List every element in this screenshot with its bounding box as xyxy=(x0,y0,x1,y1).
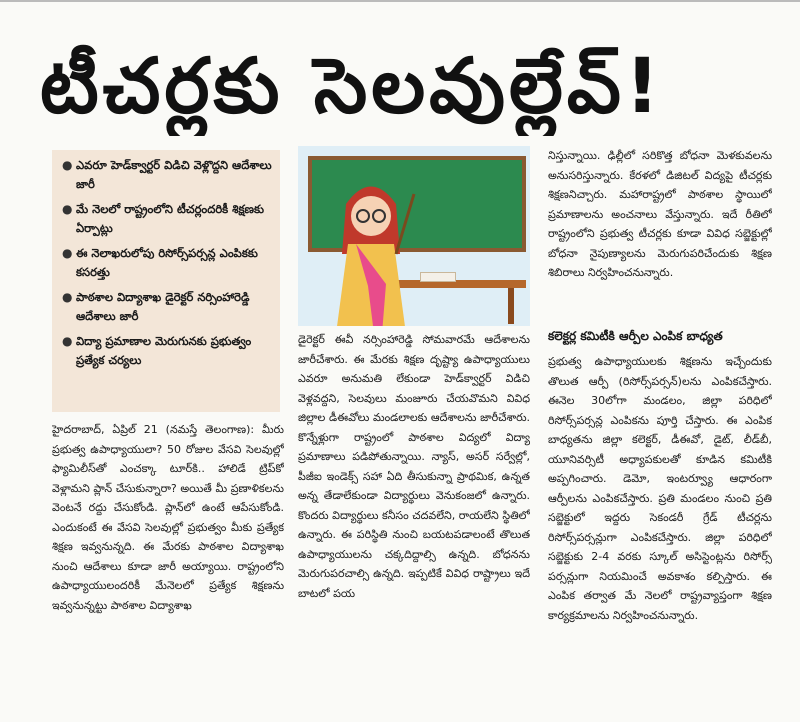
teacher-illustration xyxy=(298,146,530,326)
bullet-icon: ● xyxy=(62,202,73,216)
desk-leg xyxy=(508,288,514,324)
article-column-1: హైదరాబాద్, ఏప్రిల్ 21 (నమస్తే తెలంగాణ): మీరు ప్రభుత్వ ఉపాధ్యాయులా? 50 రోజుల వేసవి సెలవుల్లో ఫ్యామిలీస్‌తో ఎంచక్కా టూర్‌కి.. హాలిడే ట్రిప్‌కో వెళ్లామని ప్లాన్ చేసుకున్నారా? అయితే మీ ప్రణాళికలను వెంటనే రద్దు చేసుకోండి. ప్లాన్‌లో ఉంటే ఆపేసుకోండి. ఎందుకంటే ఈ వేసవి సెలవుల్లో ప్రభుత్వం మీకు ప్రత్యేక శిక్షణ ఇవ్వనున్నది. ఈ మేరకు పాఠశాల విద్యాశాఖ నుంచి ఆదేశాలు కూడా జారీ అయ్యాయి. రాష్ట్రంలోని ఉపాధ్యాయులందరికీ మేనెలలో ప్రత్యేక శిక్షణను ఇవ్వనున్నట్టు పాఠశాల విద్యాశాఖ xyxy=(52,423,284,612)
highlights-box xyxy=(52,150,280,412)
highlight-item: ● పాఠశాల విద్యాశాఖ డైరెక్టర్ నర్సింహారెడ్డి ఆదేశాలు జారీ xyxy=(62,288,272,326)
subheading: కలెక్టర్ల కమిటీకి ఆర్పీల ఎంపిక బాధ్యత xyxy=(548,329,723,343)
article-column-3-top: నిస్తున్నాయి. ఢిల్లీలో సరికొత్త బోధనా మెళకువలను అనుసరిస్తున్నారు. కేరళలో డిజిటల్ విద్యపై టీచర్లకు శిక్షణనిచ్చారు. మహారాష్ట్రలో పాఠశాల స్థాయిలో ప్రమాణాలను అంచనాలు వేస్తున్నారు. ఇదే రీతిలో రాష్ట్రంలోని ప్రభుత్వ టీచర్లకు కూడా వివిధ సబ్జెక్టుల్లో బోధనా నైపుణ్యాలను మెరుగుపరిచేందుకు శిక్షణ శిబిరాలు నిర్వహించనున్నారు. xyxy=(548,149,772,279)
highlight-item: ● ఎవరూ హెడ్‌క్వార్టర్ విడిచి వెళ్లొద్దని ఆదేశాలు జారీ xyxy=(62,156,272,194)
highlight-item: ● మే నెలలో రాష్ట్రంలోని టీచర్లందరికీ శిక్షణకు ఏర్పాట్లు xyxy=(62,200,272,238)
headline: టీచర్లకు సెలవుల్లేవ్! xyxy=(40,41,664,130)
book-icon xyxy=(420,272,456,282)
teacher-icon xyxy=(326,174,416,326)
bullet-icon: ● xyxy=(62,246,73,260)
bullet-icon: ● xyxy=(62,158,73,172)
article-column-2: డైరెక్టర్ ఈవీ నర్సింహారెడ్డి సోమవారమే ఆదేశాలను జారీచేశారు. ఈ మేరకు శిక్షణ దృష్ట్యా ఉపాధ్యాయులు ఎవరూ అనుమతి లేకుండా హెడ్‌క్వార్టర్ విడిచి వెళ్లవద్దని, సెలవులు మంజూరు చేయవొమని వివిధ జిల్లాల డీఈవోలు మండలాలకు ఆదేశాలను జారీచేశారు. కొన్నేళ్లుగా రాష్ట్రంలో పాఠశాల విద్యలో విద్యా ప్రమాణాలు పడిపోతున్నాయి. న్యాస్, అసర్ సర్వేల్లో, పీజీఐ ఇండెక్స్ సహా ఏది తీసుకున్నా ప్రాథమిక, ఉన్నత అన్న తేడాలేకుండా విద్యార్థులు వెనుకంజలో ఉన్నారు. కొందరు విద్యార్థులు కనీసం చదవలేని, రాయలేని స్థితిలో ఉన్నారు. ఈ పరిస్థితి నుంచి బయటపడాలంటే తొలుత ఉపాధ్యాయులను చక్కదిద్దాల్సి ఉన్నది. బోధనను మెరుగుపరచాల్సి ఉన్నది. ఇప్పటికే వివిధ రాష్ట్రాలు ఇదే బాటలో పయ xyxy=(298,333,530,600)
bullet-icon: ● xyxy=(62,290,73,304)
bullet-icon: ● xyxy=(62,334,73,348)
highlight-item: ● విద్యా ప్రమాణాల మెరుగునకు ప్రభుత్వం ప్రత్యేక చర్యలు xyxy=(62,332,272,370)
highlight-item: ● ఈ నెలాఖరులోపు రిసోర్స్‌పర్సన్ల ఎంపికకు కసరత్తు xyxy=(62,244,272,282)
top-rule xyxy=(0,0,800,2)
article-column-3-bottom: ప్రభుత్వ ఉపాధ్యాయులకు శిక్షణను ఇచ్చేందుకు తొలుత ఆర్పీ (రిసోర్స్‌పర్సన్)లను ఎంపికచేస్తారు. ఈనెల 30లోగా మండలం, జిల్లా పరిధిలో రిసోర్స్‌పర్సన్ల ఎంపికను పూర్తి చేస్తారు. ఈ ఎంపిక బాధ్యతను జిల్లా కలెక్టర్, డీఈవో, డైట్, లీడ్‌బీ, యూనివర్సిటీ అధ్యాపకులతో కూడిన కమిటీకి అప్పగించారు. డెమో, ఇంటర్వ్యూ ఆధారంగా ఆర్పీలను ఎంపికచేస్తారు. ప్రతి మండలం నుంచి ప్రతి సబ్జెక్టులో ఇద్దరు సెకండరీ గ్రేడ్ టీచర్లను రిసోర్స్‌పర్సన్లుగా ఎంపికచేస్తారు. జిల్లా పరిధిలో సబ్జెక్టుకు 2-4 వరకు స్కూల్ అసిస్టెంట్లను రిసోర్స్ పర్సన్లుగా నియమించే అవకాశం కల్పిస్తారు. ఈ ఎంపిక తర్వాత మే నెలలో రాష్ట్రవ్యాప్తంగా శిక్షణ కార్యక్రమాలను నిర్వహించనున్నారు. xyxy=(548,355,772,622)
